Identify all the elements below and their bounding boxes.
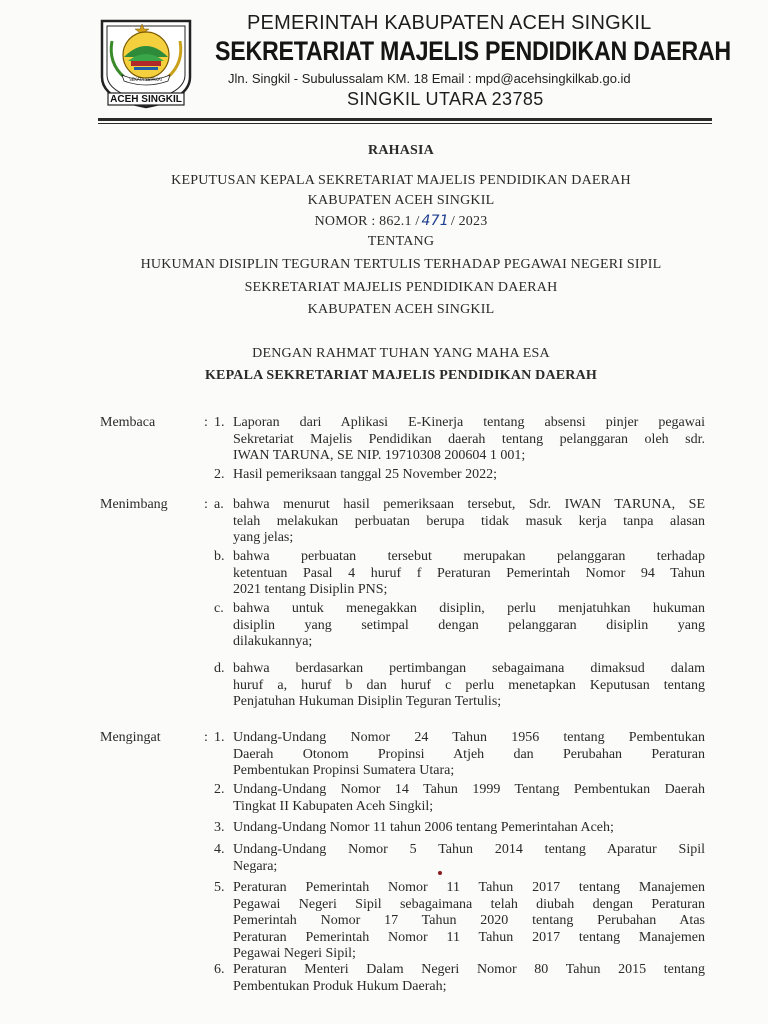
list-item [233, 415, 705, 465]
list-item [233, 661, 705, 711]
decree-number-handwritten: 471 [421, 213, 449, 229]
preamble-authority: KEPALA SEKRETARIAT MAJELIS PENDIDIKAN DAERAH [204, 368, 598, 383]
decree-number [100, 213, 702, 230]
text-line: IWAN TARUNA, SE NIP. 19710308 200604 1 001; [233, 448, 526, 463]
text-line: Undang-Undang Nomor 14 Tahun 1999 Tentang Pembentukan Daerah [233, 782, 705, 797]
text-line: bahwa berdasarkan pertimbangan sebagaimana dimaksud dalam [233, 661, 705, 676]
section-label-menimbang: Menimbang [100, 497, 168, 512]
list-marker: a. [214, 497, 224, 512]
text-line: Peraturan Menteri Dalam Negeri Nomor 80 Tahun 2015 tentang [233, 962, 705, 977]
text-line: Pemerintah Nomor 17 Tahun 2020 tentang Perubahan Atas [233, 913, 705, 928]
text-line: Peraturan Pemerintah Nomor 11 Tahun 2017 tentang Manajemen [233, 880, 705, 895]
section-label-membaca: Membaca [100, 415, 156, 430]
letterhead-institution: SEKRETARIAT MAJELIS PENDIDIKAN DAERAH [215, 36, 731, 66]
text-line: Pembentukan Propinsi Sumatera Utara; [233, 763, 455, 778]
text-line: Peraturan Pemerintah Nomor 11 Tahun 2017 tentang Manajemen [233, 929, 705, 945]
list-item [233, 601, 705, 651]
list-item [233, 880, 705, 963]
list-item [233, 549, 705, 599]
list-marker: 1. [214, 415, 225, 430]
list-item [233, 730, 705, 780]
text-line: bahwa menurut hasil pemeriksaan tersebut, Sdr. IWAN TARUNA, SE [233, 497, 705, 512]
list-marker: 2. [214, 467, 225, 482]
section-label-mengingat: Mengingat [100, 730, 161, 745]
svg-text:SEKATA SEPAKAT: SEKATA SEPAKAT [129, 77, 163, 82]
decree-subject-2: SEKRETARIAT MAJELIS PENDIDIKAN DAERAH [244, 280, 558, 295]
list-marker: d. [214, 661, 225, 676]
text-line: Negara; [233, 858, 278, 874]
text-line: Hasil pemeriksaan tanggal 25 November 2022; [233, 467, 497, 482]
text-line: Undang-Undang Nomor 5 Tahun 2014 tentang Aparatur Sipil [233, 842, 705, 857]
preamble-invocation: DENGAN RAHMAT TUHAN YANG MAHA ESA [252, 346, 550, 361]
decree-title: KEPUTUSAN KEPALA SEKRETARIAT MAJELIS PENDIDIKAN DAERAH [171, 173, 631, 188]
text-line: Daerah Otonom Propinsi Atjeh dan Perubahan Peraturan [233, 746, 705, 762]
logo-caption: ACEH SINGKIL [110, 94, 182, 105]
decree-title-region: KABUPATEN ACEH SINGKIL [307, 193, 495, 208]
text-line: Undang-Undang Nomor 24 Tahun 1956 tentang Pembentukan [233, 730, 705, 745]
letterhead-rule-thick [98, 118, 712, 121]
list-marker: 6. [214, 962, 225, 977]
text-line: disiplin yang setimpal dengan pelanggaran disiplin yang [233, 617, 705, 633]
text-line: ketentuan Pasal 4 huruf f Peraturan Pemerintah Nomor 94 Tahun [233, 565, 705, 581]
decree-subject-1: HUKUMAN DISIPLIN TEGURAN TERTULIS TERHADAP PEGAWAI NEGERI SIPIL [140, 257, 662, 272]
list-marker: 5. [214, 880, 225, 895]
text-line: Pembentukan Produk Hukum Daerah; [233, 978, 447, 994]
list-marker: 4. [214, 842, 225, 857]
text-line: Pegawai Negeri Sipil; [233, 946, 356, 961]
list-marker: c. [214, 601, 224, 616]
section-colon: : [204, 415, 208, 430]
section-colon: : [204, 730, 208, 745]
list-marker: 1. [214, 730, 225, 745]
classification: RAHASIA [368, 143, 434, 158]
text-line: telah melakukan perbuatan berupa tidak masuk kerja tanpa alasan [233, 513, 705, 529]
text-line: Pegawai Negeri Sipil sebagaimana telah diubah dengan Peraturan [233, 896, 705, 912]
text-line: huruf a, huruf b dan huruf c perlu menetapkan Keputusan tentang [233, 677, 705, 693]
ink-mark [438, 871, 442, 875]
list-item [233, 782, 705, 815]
section-colon: : [204, 497, 208, 512]
list-item [233, 820, 705, 837]
list-item [233, 962, 705, 995]
text-line: Penjatuhan Hukuman Disiplin Teguran Tertulis; [233, 694, 502, 709]
text-line: yang jelas; [233, 530, 294, 545]
text-line: dilakukannya; [233, 634, 313, 649]
letterhead-government: PEMERINTAH KABUPATEN ACEH SINGKIL [247, 12, 652, 34]
decree-subject-3: KABUPATEN ACEH SINGKIL [307, 302, 495, 317]
text-line: Laporan dari Aplikasi E-Kinerja tentang absensi pinjer pegawai [233, 415, 705, 430]
decree-number-prefix: NOMOR : 862.1 / [314, 214, 420, 229]
letterhead-postcode: SINGKIL UTARA 23785 [347, 89, 544, 109]
text-line: bahwa untuk menegakkan disiplin, perlu menjatuhkan hukuman [233, 601, 705, 616]
list-item [233, 467, 705, 484]
list-marker: 2. [214, 782, 225, 797]
list-item [233, 497, 705, 547]
decree-tentang: TENTANG [367, 234, 435, 249]
text-line: bahwa perbuatan tersebut merupakan pelanggaran terhadap [233, 549, 705, 564]
list-item [233, 842, 705, 875]
text-line: Sekretariat Majelis Pendidikan daerah tentang pelanggaran oleh sdr. [233, 431, 705, 447]
text-line: Undang-Undang Nomor 11 tahun 2006 tentang Pemerintahan Aceh; [233, 820, 614, 835]
decree-number-suffix: / 2023 [450, 214, 488, 229]
text-line: Tingkat II Kabupaten Aceh Singkil; [233, 798, 434, 814]
text-line: 2021 tentang Disiplin PNS; [233, 582, 388, 597]
list-marker: 3. [214, 820, 225, 835]
letterhead-rule-thin [98, 123, 712, 124]
list-marker: b. [214, 549, 225, 564]
letterhead-address: Jln. Singkil - Subulussalam KM. 18 Email : mpd@acehsingkilkab.go.id [228, 71, 631, 86]
